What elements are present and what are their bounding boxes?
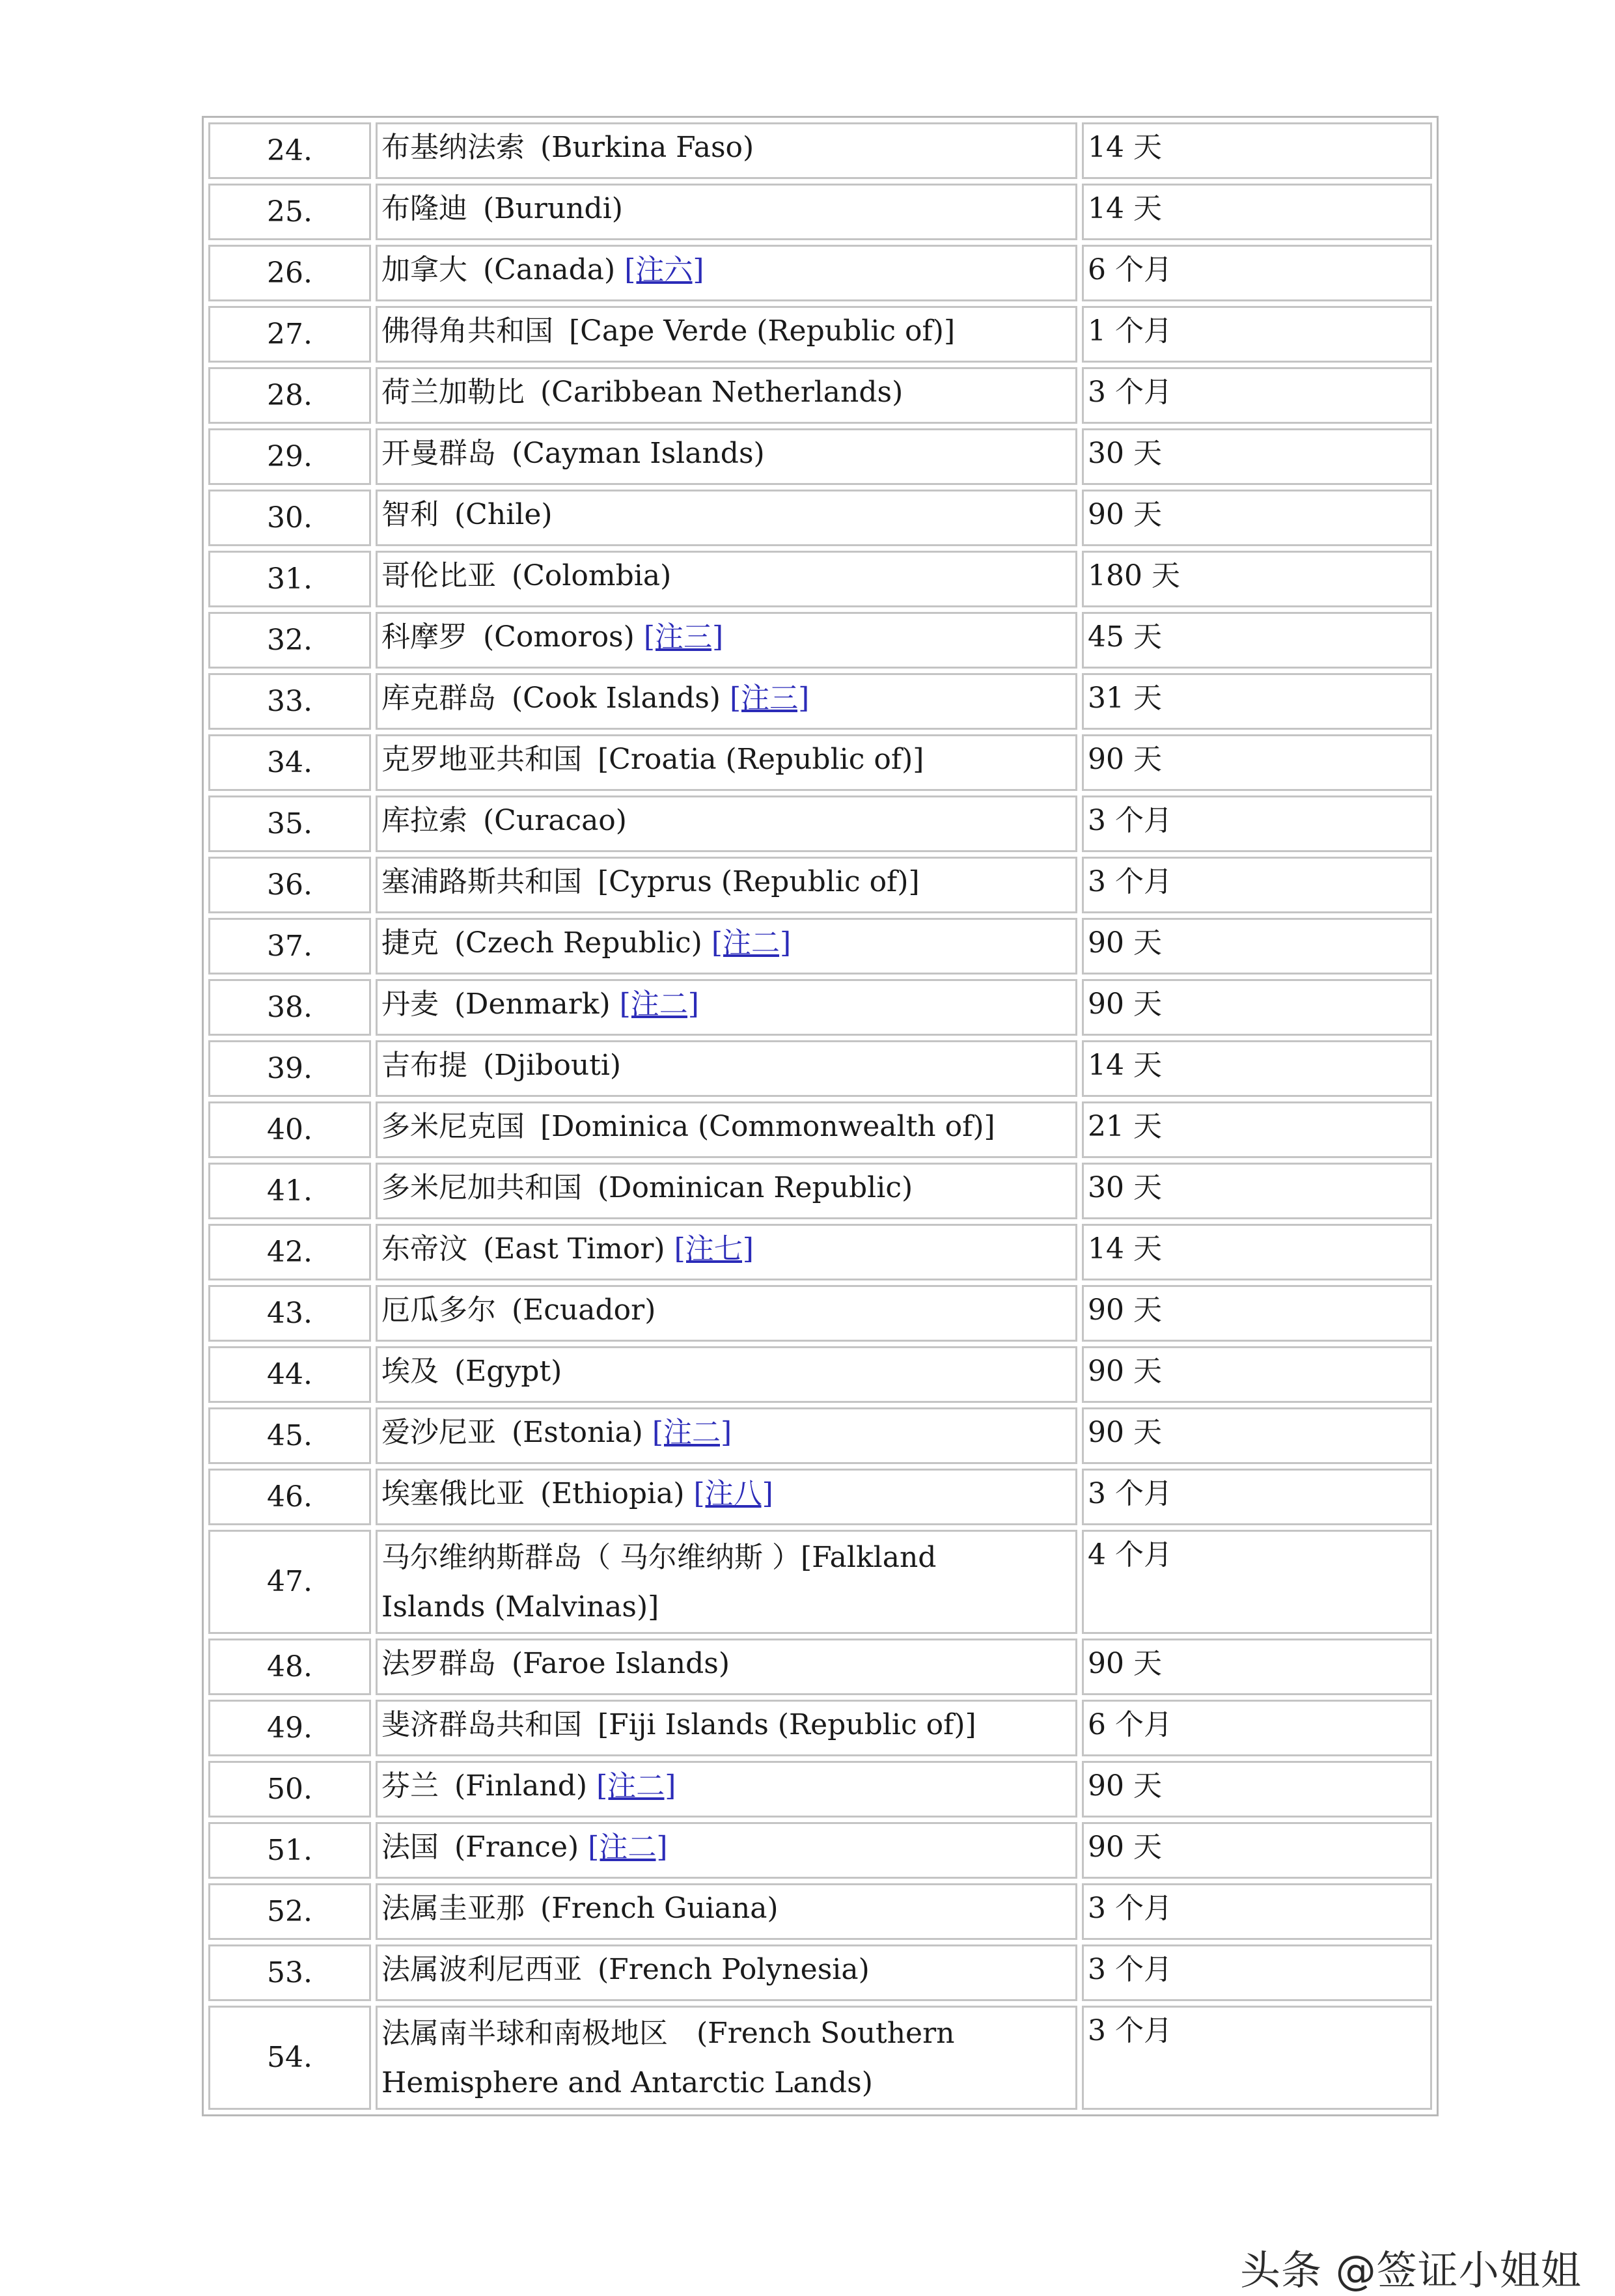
country-name-zh: 哥伦比亚: [381, 559, 496, 592]
country-cell: [376, 1163, 1077, 1219]
country-cell: [376, 367, 1077, 424]
country-name-en: (East Timor): [483, 1232, 665, 1266]
table-body: [208, 122, 1432, 2110]
country-cell: [376, 734, 1077, 791]
country-name-en: (French Polynesia): [598, 1953, 870, 1986]
row-number: 53.: [208, 1944, 371, 2001]
table-row: [208, 1101, 1432, 1158]
country-name-zh: 多米尼克国: [381, 1110, 525, 1143]
country-name-zh: 智利: [381, 498, 439, 531]
table-row: [208, 245, 1432, 301]
country-cell: [376, 612, 1077, 669]
country-name-en: (Ecuador): [512, 1293, 656, 1327]
table-row: [208, 1469, 1432, 1525]
row-number: 38.: [208, 979, 371, 1036]
row-number: 27.: [208, 306, 371, 363]
country-cell: [376, 551, 1077, 607]
note-link[interactable]: [注二]: [711, 926, 792, 960]
table-row: [208, 979, 1432, 1036]
table-row: [208, 1883, 1432, 1940]
table-row: [208, 1639, 1432, 1695]
stay-duration: 4 个月: [1082, 1530, 1432, 1634]
country-name-zh: 埃塞俄比亚: [381, 1477, 525, 1510]
stay-duration: 3 个月: [1082, 795, 1432, 852]
country-name-zh: 多米尼加共和国: [381, 1171, 582, 1204]
country-name-zh: 埃及: [381, 1355, 439, 1388]
country-name-zh: 法国: [381, 1831, 439, 1864]
table-row: [208, 122, 1432, 179]
table-row: [208, 673, 1432, 730]
country-name-zh: 布基纳法索: [381, 131, 525, 164]
country-name-en: (Comoros): [483, 620, 635, 654]
table-row: [208, 2006, 1432, 2110]
country-cell: [376, 1883, 1077, 1940]
country-name-zh: 芬兰: [381, 1769, 439, 1803]
country-name-zh: 荷兰加勒比: [381, 376, 525, 409]
row-number: 39.: [208, 1040, 371, 1097]
row-number: 37.: [208, 918, 371, 975]
country-cell: [376, 1407, 1077, 1464]
stay-duration: 14 天: [1082, 184, 1432, 240]
row-number: 42.: [208, 1224, 371, 1280]
country-name-en: (Ethiopia): [540, 1477, 685, 1510]
country-name-zh: 东帝汶: [381, 1232, 467, 1266]
row-number: 47.: [208, 1530, 371, 1634]
note-link[interactable]: [注八]: [693, 1477, 773, 1510]
stay-duration: 90 天: [1082, 1407, 1432, 1464]
country-name-en: (Faroe Islands): [512, 1647, 730, 1680]
stay-duration: 3 个月: [1082, 1883, 1432, 1940]
country-name-en: (Caribbean Netherlands): [540, 376, 904, 409]
country-name-zh: 库拉索: [381, 804, 467, 837]
note-link[interactable]: [注二]: [588, 1831, 668, 1864]
country-name-zh: 库克群岛: [381, 682, 496, 715]
country-name-en: (Chile): [454, 498, 553, 531]
row-number: 48.: [208, 1639, 371, 1695]
country-cell: [376, 490, 1077, 546]
row-number: 40.: [208, 1101, 371, 1158]
country-name-en: (Egypt): [454, 1355, 562, 1388]
table-row: [208, 184, 1432, 240]
country-cell: [376, 857, 1077, 913]
row-number: 51.: [208, 1822, 371, 1879]
country-name-en: [Croatia (Republic of)]: [598, 743, 924, 776]
country-name-en: (Burkina Faso): [540, 131, 754, 164]
country-name-zh: 捷克: [381, 926, 439, 960]
row-number: 34.: [208, 734, 371, 791]
table-row: [208, 612, 1432, 669]
country-name-en: (Cook Islands): [512, 682, 721, 715]
country-name-line-2: Hemisphere and Antarctic Lands): [381, 2066, 873, 2099]
stay-duration: 90 天: [1082, 1285, 1432, 1342]
stay-duration: 3 个月: [1082, 2006, 1432, 2110]
table-row: [208, 490, 1432, 546]
stay-duration: 90 天: [1082, 490, 1432, 546]
note-link[interactable]: [注二]: [619, 988, 699, 1021]
country-cell: [376, 979, 1077, 1036]
country-cell: [376, 122, 1077, 179]
row-number: 36.: [208, 857, 371, 913]
table-row: [208, 1700, 1432, 1756]
table-row: [208, 857, 1432, 913]
country-name-zh: 法属圭亚那: [381, 1892, 525, 1925]
country-cell: [376, 1040, 1077, 1097]
row-number: 26.: [208, 245, 371, 301]
stay-duration: 1 个月: [1082, 306, 1432, 363]
country-cell: [376, 2006, 1077, 2110]
country-name-en: [Cape Verde (Republic of)]: [569, 314, 956, 348]
country-name-en: (Finland): [454, 1769, 588, 1803]
row-number: 43.: [208, 1285, 371, 1342]
row-number: 33.: [208, 673, 371, 730]
stay-duration: 3 个月: [1082, 1944, 1432, 2001]
note-link[interactable]: [注七]: [674, 1232, 754, 1266]
row-number: 31.: [208, 551, 371, 607]
country-cell: [376, 184, 1077, 240]
stay-duration: 6 个月: [1082, 1700, 1432, 1756]
country-cell: [376, 1761, 1077, 1818]
country-name-zh: 丹麦: [381, 988, 439, 1021]
row-number: 45.: [208, 1407, 371, 1464]
country-name-zh: 厄瓜多尔: [381, 1293, 496, 1327]
row-number: 35.: [208, 795, 371, 852]
country-cell: [376, 673, 1077, 730]
row-number: 52.: [208, 1883, 371, 1940]
country-cell: [376, 306, 1077, 363]
stay-duration: 90 天: [1082, 979, 1432, 1036]
country-cell: [376, 1822, 1077, 1879]
table-row: [208, 1163, 1432, 1219]
country-name-zh: 加拿大: [381, 253, 467, 286]
table-row: [208, 1407, 1432, 1464]
country-name-zh: 法罗群岛: [381, 1647, 496, 1680]
note-link[interactable]: [注二]: [652, 1416, 732, 1449]
country-cell: [376, 1530, 1077, 1634]
country-name-en: [Fiji Islands (Republic of)]: [598, 1708, 976, 1741]
stay-duration: 90 天: [1082, 1761, 1432, 1818]
stay-duration: 90 天: [1082, 1822, 1432, 1879]
table-row: [208, 1285, 1432, 1342]
country-name-zh: 法属波利尼西亚: [381, 1953, 582, 1986]
stay-duration: 14 天: [1082, 1224, 1432, 1280]
country-cell: [376, 918, 1077, 975]
country-name-zh: 布隆迪: [381, 192, 467, 225]
stay-duration: 14 天: [1082, 122, 1432, 179]
note-link[interactable]: [注三]: [643, 620, 724, 654]
stay-duration: 30 天: [1082, 428, 1432, 485]
row-number: 25.: [208, 184, 371, 240]
stay-duration: 3 个月: [1082, 857, 1432, 913]
row-number: 24.: [208, 122, 371, 179]
country-name-zh: 克罗地亚共和国: [381, 743, 582, 776]
stay-duration: 30 天: [1082, 1163, 1432, 1219]
country-cell: [376, 1469, 1077, 1525]
row-number: 54.: [208, 2006, 371, 2110]
row-number: 50.: [208, 1761, 371, 1818]
country-name-line-1: 法属南半球和南极地区 (French Southern: [381, 2017, 955, 2050]
country-name-line-1: 马尔维纳斯群岛（ 马尔维纳斯 ）[Falkland: [381, 1541, 937, 1574]
table-row: [208, 428, 1432, 485]
country-cell: [376, 245, 1077, 301]
country-cell: [376, 1700, 1077, 1756]
country-cell: [376, 1944, 1077, 2001]
stay-duration: 45 天: [1082, 612, 1432, 669]
table-row: [208, 1944, 1432, 2001]
stay-duration: 3 个月: [1082, 1469, 1432, 1525]
country-name-en: (Burundi): [483, 192, 623, 225]
country-name-zh: 塞浦路斯共和国: [381, 865, 582, 898]
stay-duration: 31 天: [1082, 673, 1432, 730]
row-number: 32.: [208, 612, 371, 669]
stay-duration: 90 天: [1082, 734, 1432, 791]
country-name-en: (Djibouti): [483, 1049, 622, 1082]
table-row: [208, 1224, 1432, 1280]
row-number: 49.: [208, 1700, 371, 1756]
note-link[interactable]: [注三]: [729, 682, 810, 715]
table-row: [208, 1040, 1432, 1097]
table-row: [208, 734, 1432, 791]
stay-duration: 6 个月: [1082, 245, 1432, 301]
country-name-en: (Colombia): [512, 559, 672, 592]
stay-duration: 90 天: [1082, 1639, 1432, 1695]
country-cell: [376, 1346, 1077, 1403]
row-number: 29.: [208, 428, 371, 485]
stay-duration: 90 天: [1082, 1346, 1432, 1403]
country-cell: [376, 795, 1077, 852]
country-cell: [376, 1101, 1077, 1158]
country-cell: [376, 1224, 1077, 1280]
country-name-en: (Curacao): [483, 804, 627, 837]
stay-duration: 21 天: [1082, 1101, 1432, 1158]
country-cell: [376, 428, 1077, 485]
row-number: 44.: [208, 1346, 371, 1403]
country-name-en: (Czech Republic): [454, 926, 702, 960]
visa-free-table: [204, 118, 1437, 2114]
table-row: [208, 367, 1432, 424]
table-row: [208, 306, 1432, 363]
table-row: [208, 551, 1432, 607]
row-number: 30.: [208, 490, 371, 546]
country-cell: [376, 1285, 1077, 1342]
stay-duration: 180 天: [1082, 551, 1432, 607]
table-row: [208, 1822, 1432, 1879]
row-number: 41.: [208, 1163, 371, 1219]
table-row: [208, 1530, 1432, 1634]
country-name-zh: 开曼群岛: [381, 437, 496, 470]
country-name-en: (French Guiana): [540, 1892, 779, 1925]
country-name-zh: 斐济群岛共和国: [381, 1708, 582, 1741]
country-name-zh: 吉布提: [381, 1049, 467, 1082]
country-cell: [376, 1639, 1077, 1695]
note-link[interactable]: [注六]: [624, 253, 704, 286]
table-row: [208, 795, 1432, 852]
country-name-en: (Denmark): [454, 988, 611, 1021]
stay-duration: 3 个月: [1082, 367, 1432, 424]
row-number: 46.: [208, 1469, 371, 1525]
country-name-en: (Estonia): [512, 1416, 643, 1449]
table-row: [208, 1761, 1432, 1818]
country-name-en: [Cyprus (Republic of)]: [598, 865, 920, 898]
watermark: 头条 @签证小姐姐: [1240, 2247, 1582, 2294]
row-number: 28.: [208, 367, 371, 424]
country-name-zh: 佛得角共和国: [381, 314, 553, 348]
note-link[interactable]: [注二]: [596, 1769, 676, 1803]
stay-duration: 14 天: [1082, 1040, 1432, 1097]
visa-free-table-frame: [202, 116, 1439, 2116]
country-name-zh: 爱沙尼亚: [381, 1416, 496, 1449]
country-name-en: [Dominica (Commonwealth of)]: [540, 1110, 995, 1143]
table-row: [208, 1346, 1432, 1403]
country-name-en: (Canada): [483, 253, 616, 286]
country-name-en: (Dominican Republic): [598, 1171, 913, 1204]
stay-duration: 90 天: [1082, 918, 1432, 975]
table-row: [208, 918, 1432, 975]
country-name-en: (France): [454, 1831, 579, 1864]
country-name-line-2: Islands (Malvinas)]: [381, 1590, 659, 1624]
country-name-en: (Cayman Islands): [512, 437, 765, 470]
country-name-zh: 科摩罗: [381, 620, 467, 654]
